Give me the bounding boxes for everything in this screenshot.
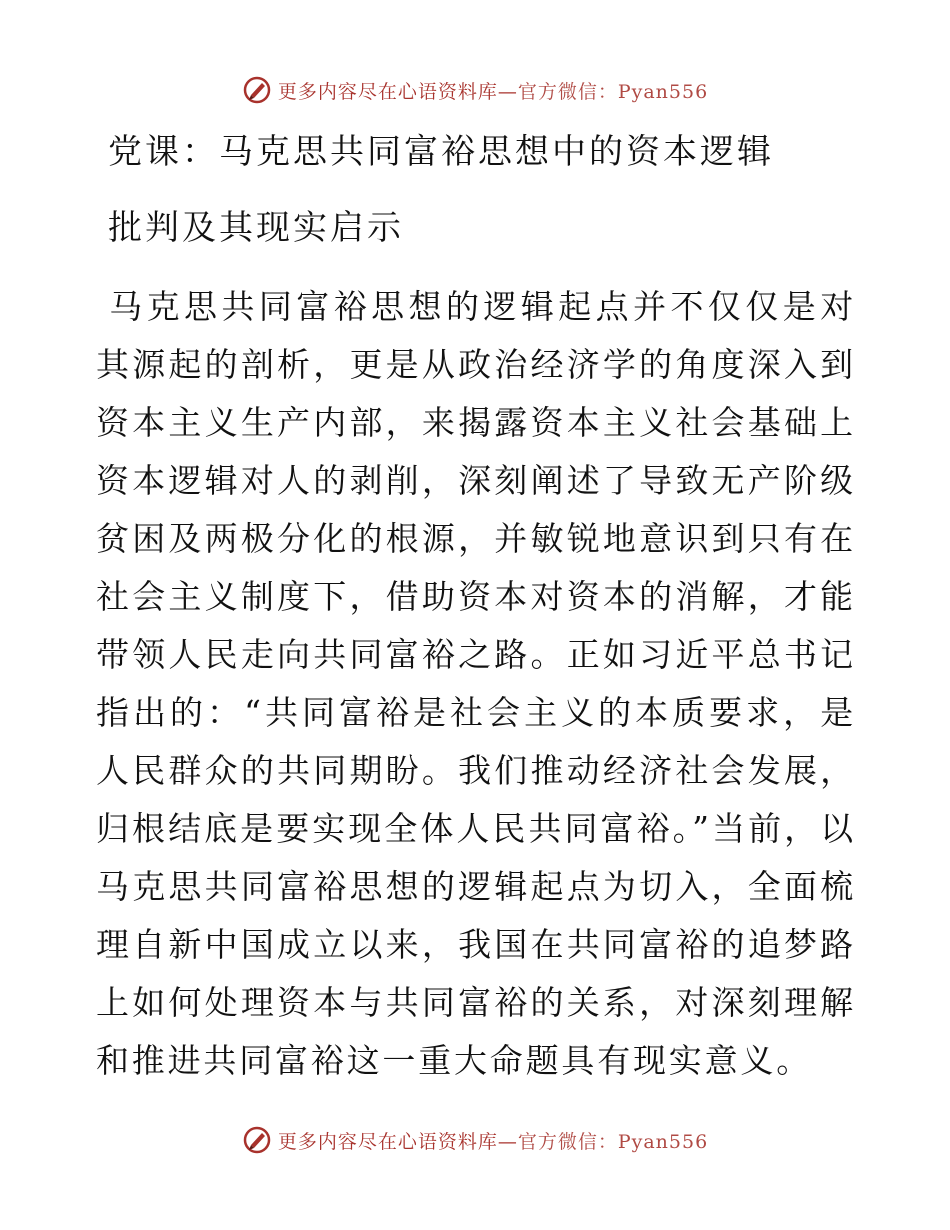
document-title-line-2: 批判及其现实启示 [108,208,404,248]
footer-watermark-banner [0,1120,950,1160]
pen-logo-icon [242,1125,272,1155]
pen-logo-icon [242,75,272,105]
watermark-text: 更多内容尽在心语资料库—官方微信：Pyan556 [277,1130,709,1153]
watermark-text: 更多内容尽在心语资料库—官方微信：Pyan556 [277,80,709,103]
document-body [96,120,856,1090]
body-paragraph: 马克思共同富裕思想的逻辑起点并不仅仅是对其源起的剖析，更是从政治经济学的角度深入到资本主义生产内部，来揭露资本主义社会基础上资本逻辑对人的剥削，深刻阐述了导致无产阶级贫困及两极分化的根源，并敏锐地意识到只有在社会主义制度下，借助资本对资本的消解，才能带领人民走向共同富裕之路。正如习近平总书记指出的：“共同富裕是社会主义的本质要求，是人民群众的共同期盼。我们推动经济社会发展，归根结底是要实现全体人民共同富裕。”当前，以马克思共同富裕思想的逻辑起点为切入，全面梳理自新中国成立以来，我国在共同富裕的追梦路上如何处理资本与共同富裕的关系，对深刻理解和推进共同富裕这一重大命题具有现实意义。 [96,287,856,1080]
header-watermark-banner [0,70,950,110]
document-title-line-1: 党课：马克思共同富裕思想中的资本逻辑 [108,132,774,172]
